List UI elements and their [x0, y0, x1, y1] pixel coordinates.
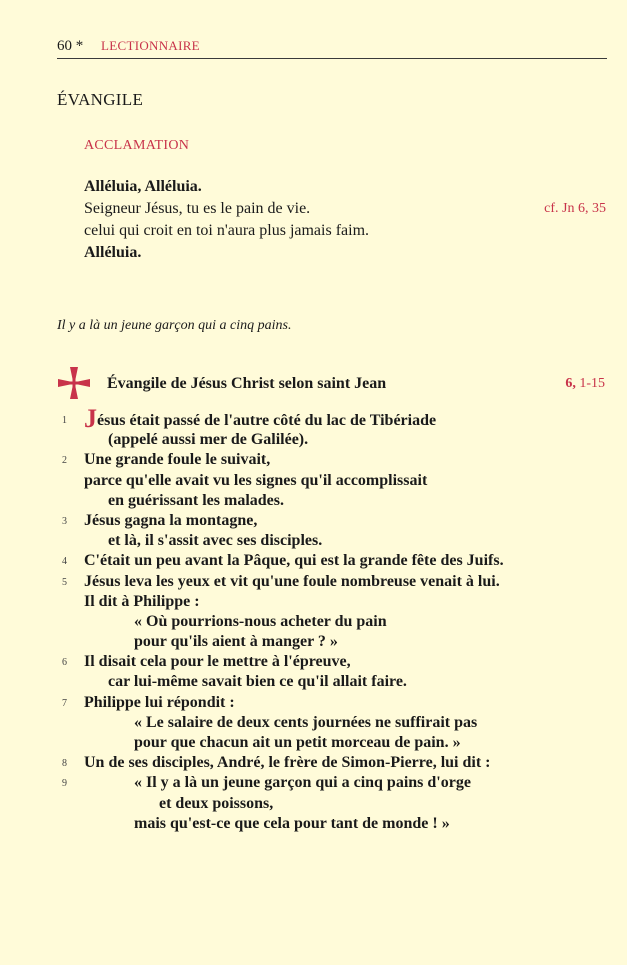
- verse-text: car lui-même savait bien ce qu'il allait faire.: [108, 673, 407, 691]
- verse-line: [0, 814, 627, 834]
- verse-text: Un de ses disciples, André, le frère de Simon-Pierre, lui dit :: [84, 754, 491, 772]
- verse-text: parce qu'elle avait vu les signes qu'il accomplissait: [84, 471, 428, 489]
- verse-line: [0, 733, 627, 753]
- header-rule: [57, 58, 607, 59]
- verse-text: « Il y a là un jeune garçon qui a cinq pains d'orge: [134, 774, 471, 792]
- page-number: 60 *: [57, 38, 84, 54]
- verse-line: [0, 612, 627, 632]
- verse-text: pour que chacun ait un petit morceau de pain. »: [134, 734, 461, 751]
- verse-text: et là, il s'assit avec ses disciples.: [108, 532, 323, 550]
- acclamation-line: [84, 198, 606, 220]
- verse-text: pour qu'ils aient à manger ? »: [134, 633, 338, 651]
- verse-text: mais qu'est-ce que cela pour tant de monde ! »: [134, 814, 450, 832]
- verse-number: 3: [62, 515, 67, 527]
- verse-number: 8: [62, 758, 67, 770]
- gospel-title: Évangile de Jésus Christ selon saint Jean: [107, 375, 387, 392]
- verse-line: [0, 713, 627, 733]
- verse-line: [0, 450, 627, 470]
- gospel-reference-chapter: 6,: [565, 376, 576, 391]
- page-title: ÉVANGILE: [57, 90, 144, 109]
- verse-line: [0, 511, 627, 531]
- verse-line: [0, 652, 627, 672]
- verse-number: 4: [62, 556, 67, 568]
- verse-number: 2: [62, 455, 67, 467]
- verse-line: [0, 471, 627, 491]
- verse-line: [0, 531, 627, 551]
- acclamation-label: ACCLAMATION: [84, 138, 190, 153]
- verse-text-rest: ésus était passé de l'autre côté du lac de Tibériade: [97, 412, 437, 429]
- verse-number: 6: [62, 657, 67, 669]
- verse-number: 5: [62, 576, 67, 588]
- verse-number: 7: [62, 697, 67, 709]
- verse-text: Jésus leva les yeux et vit qu'une foule nombreuse venait à lui.: [84, 572, 500, 590]
- verse-line: [0, 753, 627, 773]
- gospel-reference: [565, 376, 605, 392]
- verse-text: Jésus gagna la montagne,: [84, 511, 258, 529]
- acclamation-line: celui qui croit en toi n'aura plus jamais faim.: [84, 222, 370, 239]
- verse-line: [0, 404, 627, 433]
- verse-line: [0, 693, 627, 713]
- verse-line: [0, 430, 627, 450]
- verse-line: [0, 632, 627, 652]
- acclamation-text: Seigneur Jésus, tu es le pain de vie.: [84, 200, 311, 217]
- gospel-reference-verses: 1-15: [579, 376, 605, 391]
- page-header: [57, 36, 607, 56]
- verse-number: 9: [62, 778, 67, 790]
- verse-line: [0, 491, 627, 511]
- verse-number: 1: [62, 415, 67, 426]
- drop-cap: J: [84, 404, 97, 433]
- verse-text: Il disait cela pour le mettre à l'épreuve,: [84, 653, 351, 671]
- verse-line: [0, 773, 627, 793]
- verse-line: [0, 794, 627, 814]
- gospel-text: [0, 404, 627, 834]
- verse-text: Une grande foule le suivait,: [84, 451, 271, 469]
- verse-line: [0, 551, 627, 571]
- verse-line: [0, 592, 627, 612]
- acclamation-line: Alléluia.: [84, 244, 142, 261]
- verse-text: [84, 404, 437, 433]
- verse-text: « Où pourrions-nous acheter du pain: [134, 612, 387, 630]
- verse-line: [0, 672, 627, 692]
- verse-text: et deux poissons,: [159, 794, 274, 812]
- acclamation-reference: cf. Jn 6, 35: [544, 201, 606, 216]
- verse-text: Philippe lui répondit :: [84, 693, 235, 711]
- cross-icon: [57, 366, 91, 400]
- verse-text: « Le salaire de deux cents journées ne suffirait pas: [134, 713, 478, 731]
- verse-text: C'était un peu avant la Pâque, qui est la grande fête des Juifs.: [84, 552, 504, 570]
- verse-text: en guérissant les malades.: [108, 491, 284, 509]
- section-title: LECTIONNAIRE: [101, 38, 200, 53]
- verse-text: Il dit à Philippe :: [84, 592, 200, 610]
- verse-text: (appelé aussi mer de Galilée).: [108, 431, 309, 449]
- intro-sentence: Il y a là un jeune garçon qui a cinq pains.: [57, 318, 292, 333]
- verse-line: [0, 572, 627, 592]
- acclamation-line: Alléluia, Alléluia.: [84, 178, 202, 195]
- acclamation-block: [84, 176, 606, 264]
